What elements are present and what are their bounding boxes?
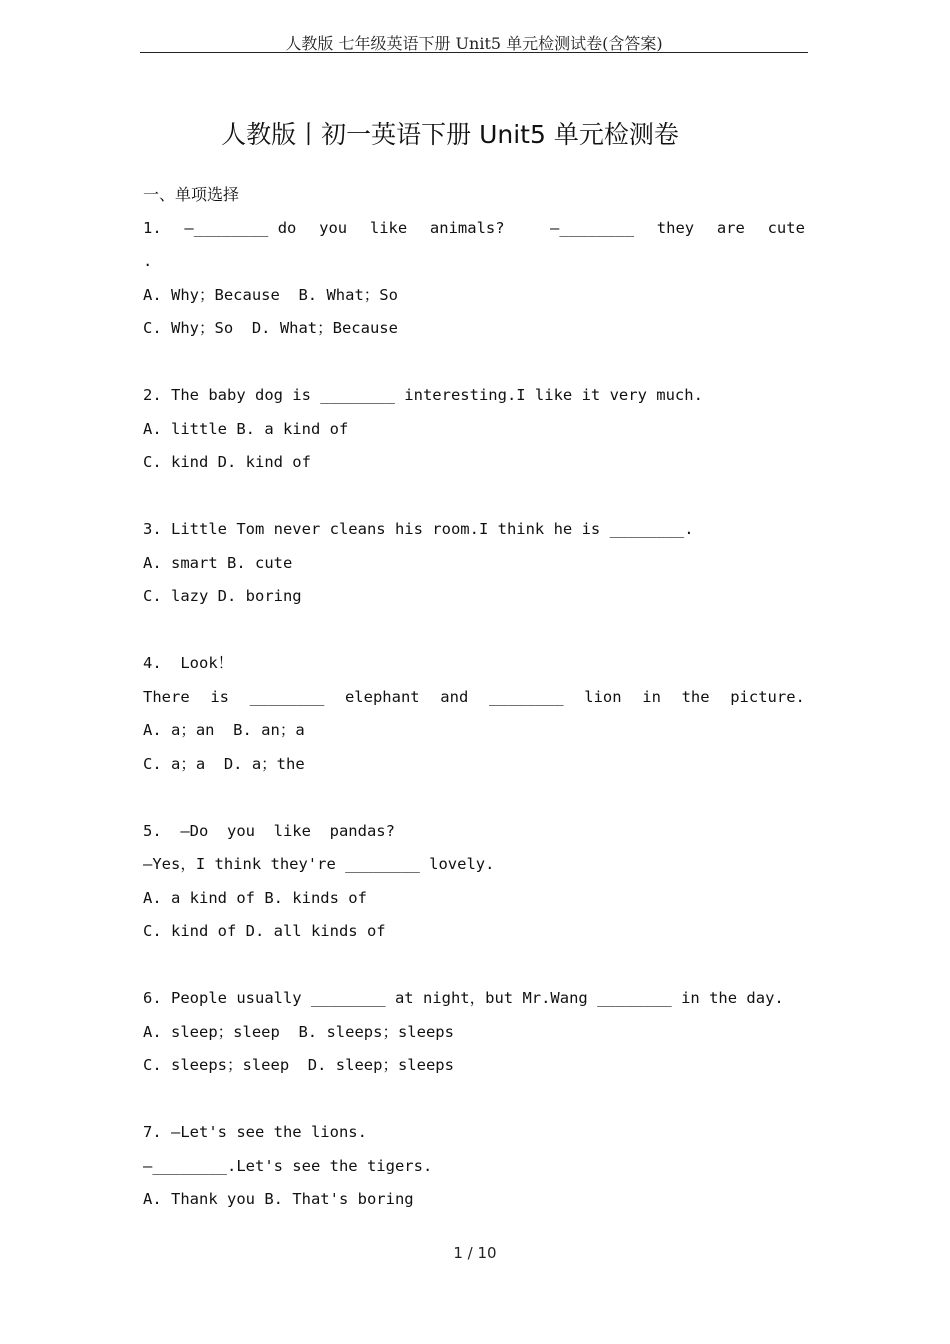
spacer — [143, 949, 805, 983]
question-1-stem: 1. —________ do you like animals? —________ they are cute — [143, 218, 805, 237]
page-number: 1 / 10 — [453, 1244, 497, 1262]
question-6-stem: 6. People usually ________ at night，but Mr.Wang ________ in the day. — [143, 989, 784, 1007]
spacer — [143, 1083, 805, 1117]
question-4-stem: 4. Look！ — [143, 654, 234, 672]
question-7-stem: 7. —Let's see the lions. — [143, 1123, 367, 1141]
question-5-option-line: A. a kind of B. kinds of — [143, 888, 367, 907]
question-5-option-line: C. kind of D. all kinds of — [143, 922, 386, 940]
question-5-stem-2: —Yes，I think they're ________ lovely. — [143, 855, 495, 873]
running-header: 人教版 七年级英语下册 Unit5 单元检测试卷(含答案) — [285, 34, 663, 53]
question-6-option-line: C. sleeps；sleep D. sleep；sleeps — [143, 1056, 454, 1074]
spacer — [143, 614, 805, 648]
question-3-stem: 3. Little Tom never cleans his room.I think he is ________. — [143, 520, 694, 538]
question-5-stem: 5. —Do you like pandas? — [143, 821, 395, 840]
question-2-stem: 2. The baby dog is ________ interesting.I like it very much. — [143, 386, 703, 404]
question-2-option-line: A. little B. a kind of — [143, 419, 349, 438]
question-1-option-line: C. Why；So D. What；Because — [143, 319, 398, 337]
spacer — [143, 480, 805, 514]
section-title: 一、单项选择 — [143, 185, 240, 204]
question-1-option-line: A. Why；Because B. What；So — [143, 285, 398, 304]
header-rule — [140, 52, 808, 53]
question-list — [143, 178, 805, 1217]
question-3-option-line: C. lazy D. boring — [143, 587, 302, 605]
question-4-stem-2: There is ________ elephant and ________ lion in the picture. — [143, 687, 805, 706]
question-1-stem-tail: . — [143, 252, 153, 270]
document-title: 人教版丨初一英语下册 Unit5 单元检测卷 — [221, 120, 679, 149]
question-2-option-line: C. kind D. kind of — [143, 453, 311, 471]
question-3-option-line: A. smart B. cute — [143, 553, 293, 572]
question-6-option-line: A. sleep；sleep B. sleeps；sleeps — [143, 1022, 454, 1041]
question-4-option-line: C. a；a D. a；the — [143, 754, 305, 773]
question-7-stem-2: —________.Let's see the tigers. — [143, 1156, 433, 1175]
spacer — [143, 346, 805, 380]
spacer — [143, 781, 805, 815]
question-7-option-line: A. Thank you B. That's boring — [143, 1190, 414, 1208]
question-4-option-line: A. a；an B. an；a — [143, 721, 305, 739]
